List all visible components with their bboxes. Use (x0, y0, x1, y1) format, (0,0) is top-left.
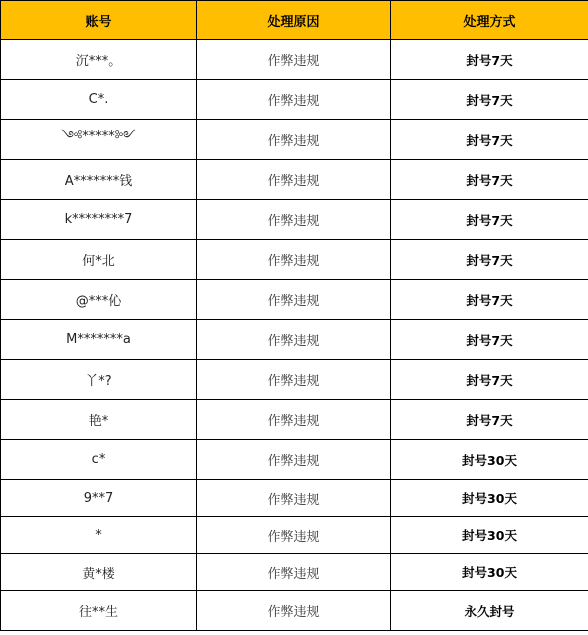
account-cell: @***伈 (1, 280, 197, 320)
account-cell: c* (1, 440, 197, 480)
table-row (1, 200, 588, 240)
header-reason: 处理原因 (197, 1, 391, 40)
table-row (1, 240, 588, 280)
reason-cell: 作弊违规 (197, 40, 391, 80)
reason-cell: 作弊违规 (197, 280, 391, 320)
action-cell: 封号7天 (391, 120, 588, 160)
action-cell: 封号7天 (391, 240, 588, 280)
account-cell: k********7 (1, 200, 197, 240)
table-row (1, 80, 588, 120)
reason-cell: 作弊违规 (197, 360, 391, 400)
action-cell: 封号30天 (391, 554, 588, 591)
account-cell: 何*北 (1, 240, 197, 280)
account-cell: 丫*? (1, 360, 197, 400)
table-row (1, 120, 588, 160)
table-row (1, 517, 588, 554)
action-cell: 封号7天 (391, 160, 588, 200)
header-account: 账号 (1, 1, 197, 40)
action-cell: 封号30天 (391, 480, 588, 517)
table-row (1, 591, 588, 631)
account-cell: 往**生 (1, 591, 197, 631)
reason-cell: 作弊违规 (197, 591, 391, 631)
table-row (1, 40, 588, 80)
reason-cell: 作弊违规 (197, 160, 391, 200)
table-row (1, 400, 588, 440)
reason-cell: 作弊违规 (197, 320, 391, 360)
reason-cell: 作弊违规 (197, 400, 391, 440)
action-cell: 封号7天 (391, 200, 588, 240)
reason-cell: 作弊违规 (197, 554, 391, 591)
action-cell: 封号7天 (391, 360, 588, 400)
table-row (1, 440, 588, 480)
account-cell: C*. (1, 80, 197, 120)
account-cell: * (1, 517, 197, 554)
action-cell: 封号7天 (391, 400, 588, 440)
table-row (1, 360, 588, 400)
table-row (1, 160, 588, 200)
account-cell: 9**7 (1, 480, 197, 517)
table-row (1, 554, 588, 591)
header-action: 处理方式 (391, 1, 588, 40)
reason-cell: 作弊违规 (197, 200, 391, 240)
action-cell: 封号7天 (391, 40, 588, 80)
reason-cell: 作弊违规 (197, 120, 391, 160)
action-cell: 封号30天 (391, 517, 588, 554)
reason-cell: 作弊违规 (197, 440, 391, 480)
table-row (1, 480, 588, 517)
table-row (1, 320, 588, 360)
account-cell: ༺*****༻ (1, 120, 197, 160)
table-row (1, 280, 588, 320)
reason-cell: 作弊违规 (197, 480, 391, 517)
action-cell: 封号7天 (391, 280, 588, 320)
action-cell: 封号7天 (391, 320, 588, 360)
table-header-row (1, 1, 588, 40)
account-cell: M*******a (1, 320, 197, 360)
account-cell: 沉***。 (1, 40, 197, 80)
reason-cell: 作弊违规 (197, 517, 391, 554)
account-cell: A*******钱 (1, 160, 197, 200)
action-cell: 永久封号 (391, 591, 588, 631)
account-cell: 黄*楼 (1, 554, 197, 591)
account-cell: 艳* (1, 400, 197, 440)
reason-cell: 作弊违规 (197, 240, 391, 280)
action-cell: 封号30天 (391, 440, 588, 480)
action-cell: 封号7天 (391, 80, 588, 120)
reason-cell: 作弊违规 (197, 80, 391, 120)
